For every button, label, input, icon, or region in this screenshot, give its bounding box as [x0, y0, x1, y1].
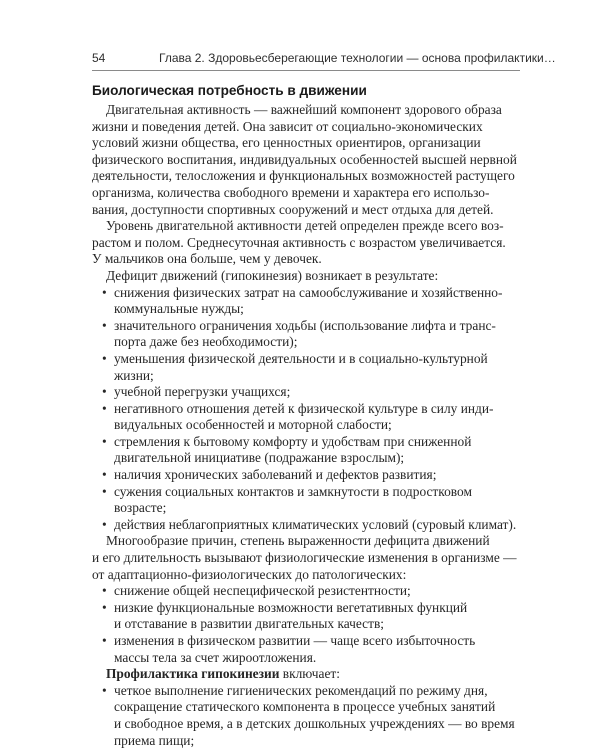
text-line	[92, 235, 522, 252]
bullet-item-continuation	[92, 301, 522, 318]
body-text	[92, 102, 522, 749]
bullet-item-continuation	[92, 616, 522, 633]
line-text: значительного ограничения ходьбы (использование лифта и транс-	[114, 317, 496, 333]
bullet-item	[92, 384, 522, 401]
line-text: Двигательная активность — важнейший компонент здорового образа	[106, 102, 502, 117]
line-text: уменьшения физической деятельности и в социально-культурной	[114, 350, 488, 366]
bullet-icon: •	[102, 400, 107, 416]
line-text: учебной перегрузки учащихся;	[114, 384, 291, 400]
line-text: наличия хронических заболеваний и дефектов развития;	[114, 467, 437, 483]
line-text: деятельности, телосложения и функциональных возможностей растущего	[92, 168, 515, 184]
bullet-icon: •	[102, 483, 107, 499]
line-text: сокращение статического компонента в процессе учебных занятий	[114, 699, 496, 715]
line-text: низкие функциональные возможности вегетативных функций	[114, 599, 468, 615]
line-text: вания, доступности спортивных сооружений и мест отдыха для детей.	[92, 201, 494, 217]
line-text: и отставание в развитии двигательных качеств;	[114, 616, 385, 632]
text-line	[92, 135, 522, 152]
bullet-item-continuation	[92, 650, 522, 667]
line-text: и его длительность вызывают физиологические изменения в организме —	[92, 550, 517, 566]
bullet-icon: •	[102, 633, 107, 648]
line-text: У мальчиков она больше, чем у девочек.	[92, 251, 322, 267]
bold-term: Профилактика гипокинезии	[106, 666, 280, 682]
line-text: Уровень двигательной активности детей определен прежде всего воз-	[106, 218, 504, 234]
bullet-icon: •	[102, 516, 107, 532]
line-text: физического воспитания, индивидуальных особенностей высшей нервной	[92, 151, 517, 167]
text-line	[92, 251, 522, 268]
text-line	[92, 202, 522, 219]
line-text: приема пищи;	[114, 732, 195, 748]
line-text: негативного отношения детей к физической культуре в силу инди-	[114, 400, 494, 416]
paragraph-first-line	[92, 218, 522, 235]
line-text: организма, количества свободного времени и характера его использо-	[92, 184, 490, 200]
line-text: снижения физических затрат на самообслуживание и хозяйственно-	[114, 284, 503, 300]
line-text: Многообразие причин, степень выраженности дефицита движений	[106, 533, 490, 549]
text-line	[92, 152, 522, 169]
line-text: Дефицит движений (гипокинезия) возникает в результате:	[106, 267, 439, 283]
bullet-item-continuation	[92, 500, 522, 517]
bullet-item	[92, 600, 522, 617]
bullet-icon: •	[102, 599, 107, 615]
bullet-item	[92, 467, 522, 484]
chapter-title: Глава 2. Здоровьесберегающие технологии — основа профилактики…	[159, 51, 556, 65]
line-text: коммунальные нужды;	[114, 301, 244, 317]
bullet-item	[92, 583, 522, 600]
paragraph-first-line	[92, 102, 522, 119]
bullet-icon: •	[102, 682, 107, 698]
line-text: условий жизни общества, его ценностных ориентиров, организации	[92, 135, 481, 151]
line-text: порта даже без необходимости);	[114, 334, 298, 350]
bullet-item	[92, 633, 522, 650]
line-text: жизни и поведения детей. Она зависит от социально-экономических	[92, 118, 483, 134]
bullet-item	[92, 683, 522, 700]
bullet-icon: •	[102, 583, 107, 599]
bullet-item-continuation	[92, 716, 522, 733]
line-text: от адаптационно-физиологических до патологических:	[92, 566, 407, 582]
bullet-item	[92, 401, 522, 418]
line-text: действия неблагоприятных климатических условий (суровый климат).	[114, 516, 517, 532]
line-text: изменения в физическом развитии — чаще всего избыточность	[114, 633, 476, 648]
line-text: четкое выполнение гигиенических рекомендаций по режиму дня,	[114, 682, 488, 698]
bullet-item-continuation	[92, 699, 522, 716]
text-line	[92, 119, 522, 136]
line-text: и свободное время, а в детских дошкольных учреждениях — во время	[114, 715, 515, 731]
line-text: стремления к бытовому комфорту и удобствам при сниженной	[114, 433, 472, 449]
bullet-item	[92, 434, 522, 451]
bullet-item-continuation	[92, 733, 522, 750]
line-text: возрасте;	[114, 500, 167, 516]
line-text: двигательной инициативе (подражание взрослым);	[114, 450, 405, 466]
bullet-item	[92, 318, 522, 335]
paragraph-first-line	[92, 666, 522, 683]
bullet-item	[92, 351, 522, 368]
line-text: снижение общей неспецифической резистентности;	[114, 583, 411, 599]
bullet-icon: •	[102, 433, 107, 449]
bullet-item	[92, 484, 522, 501]
line-text: массы тела за счет жироотложения.	[114, 649, 317, 665]
paragraph-first-line	[92, 533, 522, 550]
text-line	[92, 550, 522, 567]
bullet-item	[92, 517, 522, 534]
bullet-item	[92, 285, 522, 302]
bullet-icon: •	[102, 467, 107, 483]
bullet-icon: •	[102, 317, 107, 333]
line-text: жизни;	[114, 367, 154, 383]
header-divider	[92, 70, 520, 71]
section-heading: Биологическая потребность в движении	[92, 83, 367, 98]
bullet-item-continuation	[92, 417, 522, 434]
bullet-item-continuation	[92, 334, 522, 351]
text-line	[92, 567, 522, 584]
text-line	[92, 185, 522, 202]
paragraph-first-line	[92, 268, 522, 285]
text-line	[92, 168, 522, 185]
line-text: растом и полом. Среднесуточная активность с возрастом увеличивается.	[92, 234, 506, 250]
bullet-icon: •	[102, 284, 107, 300]
bullet-item-continuation	[92, 450, 522, 467]
bullet-icon: •	[102, 350, 107, 366]
line-text: сужения социальных контактов и замкнутости в подростковом	[114, 483, 472, 499]
line-text: включает:	[279, 666, 340, 682]
page-number: 54	[92, 51, 106, 65]
bullet-item-continuation	[92, 368, 522, 385]
bullet-icon: •	[102, 384, 107, 400]
line-text: видуальных особенностей и моторной слабости;	[114, 417, 392, 433]
